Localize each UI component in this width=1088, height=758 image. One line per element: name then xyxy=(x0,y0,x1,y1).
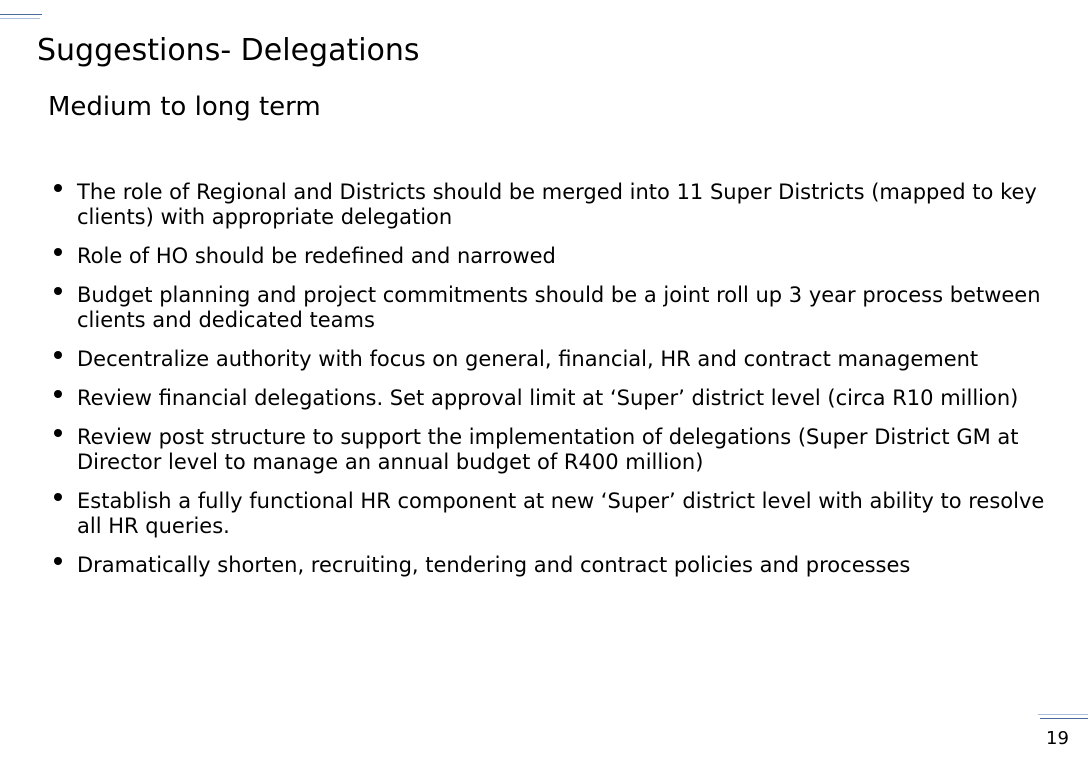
top-left-rule xyxy=(0,14,42,15)
bullet-item xyxy=(52,425,1052,475)
top-left-rule-secondary xyxy=(0,18,40,19)
bullet-text: Decentralize authority with focus on general, financial, HR and contract management xyxy=(77,347,979,371)
bullet-icon xyxy=(54,184,62,192)
bullet-icon xyxy=(54,429,62,437)
bullet-item xyxy=(52,180,1052,230)
bullet-text: Role of HO should be redefined and narrowed xyxy=(77,244,556,268)
bullet-text: Dramatically shorten, recruiting, tendering and contract policies and processes xyxy=(77,553,911,577)
bullet-item xyxy=(52,386,1052,411)
bottom-right-rule-secondary xyxy=(1040,718,1088,719)
bullet-icon xyxy=(54,390,62,398)
bullet-icon xyxy=(54,248,62,256)
bullet-text: Establish a fully functional HR component at new ‘Super’ district level with ability to resolve all HR queries. xyxy=(77,489,1045,538)
bullet-list xyxy=(52,180,1052,592)
bullet-item xyxy=(52,244,1052,269)
slide-subtitle: Medium to long term xyxy=(48,92,321,122)
bullet-icon xyxy=(54,557,62,565)
bullet-item xyxy=(52,283,1052,333)
bullet-item xyxy=(52,347,1052,372)
slide-title: Suggestions- Delegations xyxy=(37,33,420,68)
bullet-icon xyxy=(54,287,62,295)
bullet-text: The role of Regional and Districts should be merged into 11 Super Districts (mapped to key clients) with appropriate delegation xyxy=(77,180,1037,229)
bullet-icon xyxy=(54,351,62,359)
bullet-text: Review financial delegations. Set approval limit at ‘Super’ district level (circa R10 million) xyxy=(77,386,1019,410)
bullet-text: Budget planning and project commitments should be a joint roll up 3 year process between clients and dedicated teams xyxy=(77,283,1041,332)
bullet-item xyxy=(52,489,1052,539)
bottom-right-rule xyxy=(1038,714,1088,715)
bullet-icon xyxy=(54,493,62,501)
bullet-item xyxy=(52,553,1052,578)
page-number: 19 xyxy=(1046,728,1069,749)
bullet-text: Review post structure to support the implementation of delegations (Super District GM at Director level to manage an annual budget of R400 million) xyxy=(77,425,1019,474)
